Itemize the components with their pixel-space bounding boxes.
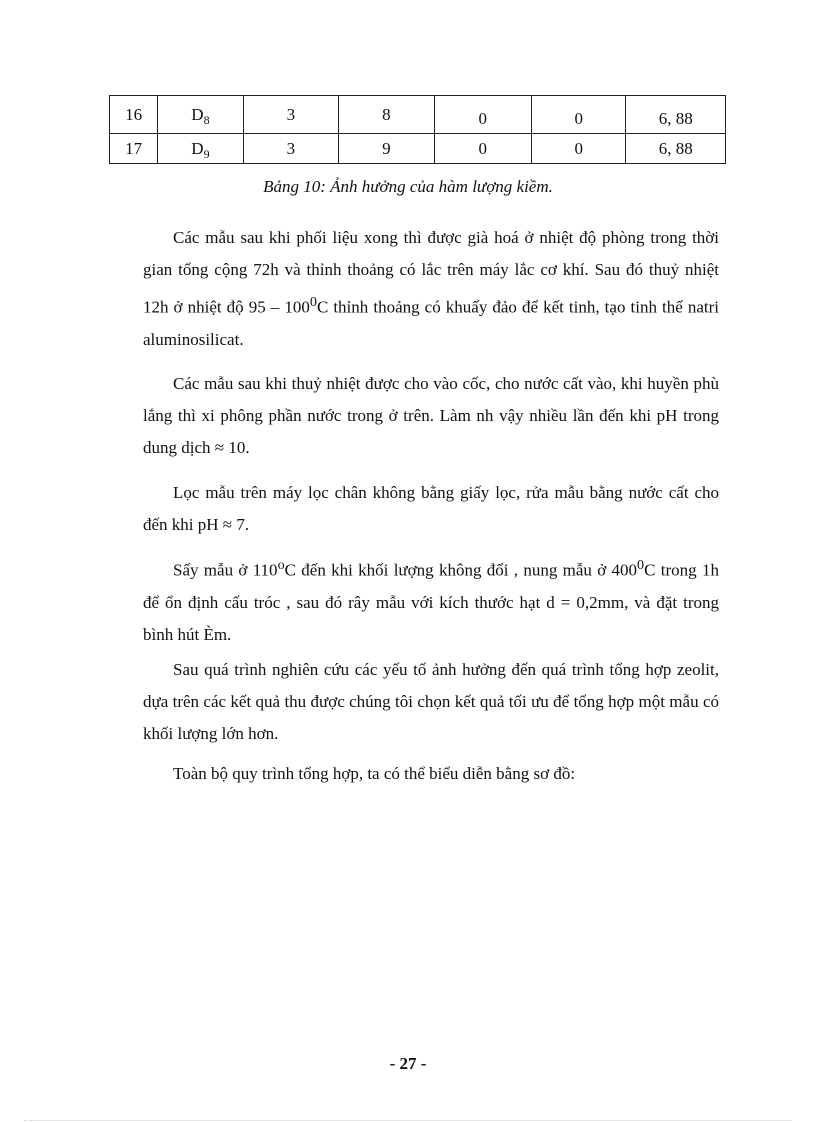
sample-letter: D: [191, 105, 204, 124]
paragraph-washing: Các mẫu sau khi thuỷ nhiệt được cho vào cốc, cho nước cất vào, khi huyền phù lắng thì xi phông phần nước trong ở trên. Làm nh vậy nhiều lần đến khi pH trong dung dịch ≈ 10.: [143, 374, 719, 457]
paragraph-synthesis: Sau quá trình nghiên cứu các yếu tố ảnh hưởng đến quá trình tổng hợp zeolit, dựa trên các kết quả thu được chúng tôi chọn kết quả tối ưu để tổng hợp một mẫu có khối lượng lớn hơn.: [143, 660, 719, 743]
text-run: Các mẫu sau khi phối liệu xong thì được già hoá ở nhiệt độ phòng trong thời gian tổng cộng 72h và thỉnh thoảng có lắc trên máy lắc cơ khí. Sau đó thuỷ nhiệt 12h ở nhiệt độ 95 – 100: [143, 228, 719, 317]
sample-letter: D: [191, 139, 204, 158]
cell-sample: [158, 96, 243, 134]
cell-value: 3: [243, 134, 338, 164]
text-run: Sấy mẫu ở 110: [173, 560, 278, 580]
cell-value: 6, 88: [626, 96, 726, 134]
cell-value: 0: [434, 96, 531, 134]
table-row: [110, 96, 726, 134]
cell-value: 0: [532, 134, 626, 164]
superscript: 0: [637, 557, 645, 573]
paragraph-filtering: Lọc mẫu trên máy lọc chân không bằng giấy lọc, rửa mẫu bằng nước cất cho đến khi pH ≈ 7.: [143, 483, 719, 534]
sample-subscript: 8: [203, 113, 210, 127]
page-number: - 27 -: [389, 1054, 427, 1073]
paragraph-drying: [143, 549, 719, 651]
text-run: C thỉnh thoảng có khuấy đảo để kết tinh, tạo tinh thể natri aluminosilicat.: [143, 297, 720, 349]
cell-no: 16: [110, 96, 158, 134]
table-caption: Bảng 10: Ảnh hưởng của hàm lượng kiềm.: [263, 177, 553, 196]
sample-subscript: 9: [203, 147, 210, 161]
cell-value: 0: [532, 96, 626, 134]
cell-sample: [158, 134, 243, 164]
cell-value: 6, 88: [626, 134, 726, 164]
paragraph-diagram-intro: Toàn bộ quy trình tổng hợp, ta có thể biểu diễn bằng sơ đồ:: [173, 764, 576, 783]
cell-value: 3: [243, 96, 338, 134]
cell-no: 17: [110, 134, 158, 164]
paragraph-aging: [143, 222, 719, 356]
superscript: o: [277, 557, 285, 573]
text-run: C đến khi khối lượng không đổi , nung mẫu ở 400: [284, 560, 638, 580]
cell-value: 8: [339, 96, 434, 134]
footer-divider: [24, 1120, 792, 1121]
alkali-content-table: [109, 95, 726, 164]
superscript: 0: [309, 294, 317, 310]
cell-value: 9: [339, 134, 434, 164]
text-run: C trong 1h để ổn định cấu tróc , sau đó rây mẫu với kích thước hạt d = 0,2mm, và đặt trong bình hút Èm.: [143, 560, 719, 644]
table-row: [110, 134, 726, 164]
cell-value: 0: [434, 134, 531, 164]
